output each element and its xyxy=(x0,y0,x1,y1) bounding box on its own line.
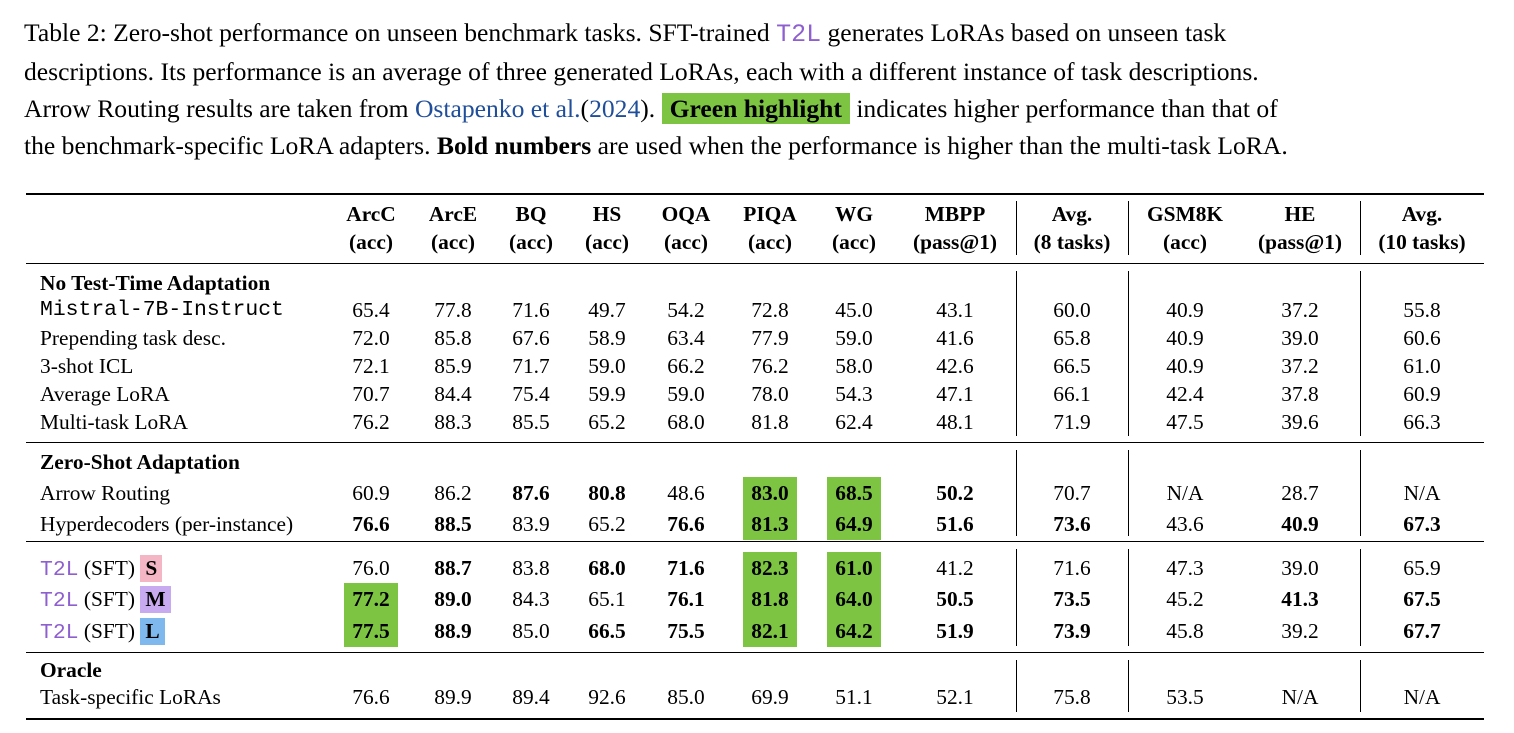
table-cell: 61.0 xyxy=(835,556,873,580)
table-cell: 73.6 xyxy=(1053,512,1091,536)
table-cell: 43.1 xyxy=(936,298,974,322)
table-cell: 73.5 xyxy=(1053,587,1091,611)
column-separator xyxy=(1360,271,1361,436)
table-cell: 45.2 xyxy=(1166,587,1204,611)
column-header xyxy=(416,200,490,256)
table-cell: 54.2 xyxy=(667,298,705,322)
column-header-name: PIQA xyxy=(743,202,797,226)
column-header xyxy=(496,200,566,256)
caption-line4-end: are used when the performance is higher than the multi-task LoRA. xyxy=(597,131,1288,160)
column-header-name: WG xyxy=(834,202,874,226)
column-separator xyxy=(1016,271,1017,436)
table-cell: 48.6 xyxy=(667,481,705,505)
table-cell: 72.1 xyxy=(352,354,390,378)
citation-author-link[interactable]: Ostapenko et al. xyxy=(414,94,581,123)
table-row-label: 3-shot ICL xyxy=(40,354,134,378)
table-cell: 59.0 xyxy=(835,326,873,350)
table-cell: 89.0 xyxy=(434,587,472,611)
table-cell: 39.0 xyxy=(1281,556,1319,580)
table-cell: 58.9 xyxy=(588,326,626,350)
column-header-metric: (acc) xyxy=(748,230,792,254)
caption-line-3 xyxy=(24,90,1494,127)
table-rule xyxy=(26,652,1484,653)
table-cell: 88.9 xyxy=(434,619,472,643)
section-heading: Zero-Shot Adaptation xyxy=(40,450,240,474)
table-cell: 50.5 xyxy=(936,587,974,611)
column-header-metric: (acc) xyxy=(664,230,708,254)
column-header-metric: (acc) xyxy=(832,230,876,254)
table-cell: 82.1 xyxy=(751,619,789,643)
table-cell: 62.4 xyxy=(835,410,873,434)
table-cell: 78.0 xyxy=(751,382,789,406)
column-header xyxy=(817,200,891,256)
caption-line-4 xyxy=(24,127,1494,164)
table-cell: 65.9 xyxy=(1403,556,1441,580)
model-size-badge: L xyxy=(140,618,164,645)
table-rule xyxy=(26,718,1484,720)
table-cell: 85.9 xyxy=(434,354,472,378)
column-separator xyxy=(1128,549,1129,646)
table-cell: 51.9 xyxy=(936,619,974,643)
table-cell: 41.2 xyxy=(936,556,974,580)
row-label-suffix: (SFT) xyxy=(83,556,135,580)
table-cell: 85.5 xyxy=(512,410,550,434)
table-cell: 71.9 xyxy=(1053,410,1091,434)
caption-line1-end: generates LoRAs based on unseen task xyxy=(827,18,1227,47)
caption-lead: Table 2: Zero-shot performance on unseen benchmark tasks. SFT-trained xyxy=(24,18,770,47)
column-header xyxy=(1133,200,1237,256)
column-separator xyxy=(1128,660,1129,712)
table-cell: 77.2 xyxy=(352,587,390,611)
column-header-name: OQA xyxy=(661,202,711,226)
table-cell: 66.3 xyxy=(1403,410,1441,434)
column-header-metric: (acc) xyxy=(1163,230,1207,254)
table-cell: 67.6 xyxy=(512,326,550,350)
caption-line3-start: Arrow Routing results are taken from xyxy=(24,94,409,123)
table-cell: 65.4 xyxy=(352,298,390,322)
column-separator xyxy=(1360,450,1361,536)
table-cell: 76.2 xyxy=(352,410,390,434)
table-cell: 42.6 xyxy=(936,354,974,378)
table-cell: 71.6 xyxy=(1053,556,1091,580)
row-label-suffix: (SFT) xyxy=(83,587,135,611)
table-row-label: Average LoRA xyxy=(40,382,170,406)
table-cell: 65.1 xyxy=(588,587,626,611)
table-cell: 86.2 xyxy=(434,481,472,505)
table-cell: 41.3 xyxy=(1281,587,1319,611)
citation-year-link[interactable]: 2024 xyxy=(589,94,641,123)
table-row-label: Task-specific LoRAs xyxy=(40,685,221,709)
column-separator xyxy=(1128,271,1129,436)
table-cell: 41.6 xyxy=(936,326,974,350)
bold-numbers-legend: Bold numbers xyxy=(436,131,592,160)
table-cell: 59.0 xyxy=(588,354,626,378)
row-label-suffix: (SFT) xyxy=(83,619,135,643)
column-header xyxy=(1367,200,1477,256)
table-cell: N/A xyxy=(1403,685,1441,709)
table-cell: 65.2 xyxy=(588,410,626,434)
table-cell: 85.8 xyxy=(434,326,472,350)
table-cell: 76.6 xyxy=(667,512,705,536)
t2l-row-l-label xyxy=(40,618,165,646)
table-row-label: Multi-task LoRA xyxy=(40,410,188,434)
model-name: T2L xyxy=(40,558,79,582)
table-cell: 68.0 xyxy=(588,556,626,580)
table-cell: 75.5 xyxy=(667,619,705,643)
table-cell: 49.7 xyxy=(588,298,626,322)
table-cell: 59.0 xyxy=(667,382,705,406)
table-cell: 72.8 xyxy=(751,298,789,322)
table-cell: 66.1 xyxy=(1053,382,1091,406)
table-cell: 60.6 xyxy=(1403,326,1441,350)
table-cell: 65.2 xyxy=(588,512,626,536)
column-header-metric: (acc) xyxy=(585,230,629,254)
table-cell: 89.9 xyxy=(434,685,472,709)
table-cell: 68.0 xyxy=(667,410,705,434)
table-rule xyxy=(26,541,1484,542)
table-cell: 83.0 xyxy=(751,481,789,505)
table-cell: 76.1 xyxy=(667,587,705,611)
column-header-name: HS xyxy=(592,202,622,226)
table-cell: 67.5 xyxy=(1403,587,1441,611)
column-header xyxy=(1020,200,1124,256)
table-cell: 64.0 xyxy=(835,587,873,611)
section-heading: Oracle xyxy=(40,658,102,682)
table-row-label: Prepending task desc. xyxy=(40,326,226,350)
column-header xyxy=(649,200,723,256)
table-cell: 77.8 xyxy=(434,298,472,322)
table-cell: 88.5 xyxy=(434,512,472,536)
table-cell: 51.1 xyxy=(835,685,873,709)
column-separator xyxy=(1016,201,1017,255)
table-cell: 71.6 xyxy=(512,298,550,322)
table-cell: 39.6 xyxy=(1281,410,1319,434)
table-cell: 71.6 xyxy=(667,556,705,580)
table-cell: 37.8 xyxy=(1281,382,1319,406)
table-cell: 77.5 xyxy=(352,619,390,643)
table-cell: 76.0 xyxy=(352,556,390,580)
t2l-row-m-label xyxy=(40,586,171,614)
table-cell: 66.5 xyxy=(588,619,626,643)
column-header-name: Avg. xyxy=(1051,202,1093,226)
table-rule xyxy=(26,193,1484,195)
table-cell: 80.8 xyxy=(588,481,626,505)
model-size-badge: S xyxy=(140,555,162,582)
model-size-badge: M xyxy=(140,586,170,613)
caption-line3-end: indicates higher performance than that of xyxy=(856,94,1278,123)
citation-paren-open: ( xyxy=(580,94,590,123)
table-cell: 76.6 xyxy=(352,512,390,536)
table-cell: 40.9 xyxy=(1281,512,1319,536)
table-cell: 83.8 xyxy=(512,556,550,580)
column-header-metric: (10 tasks) xyxy=(1378,230,1466,254)
table-cell: 75.8 xyxy=(1053,685,1091,709)
section-heading: No Test-Time Adaptation xyxy=(40,271,271,295)
table-cell: 72.0 xyxy=(352,326,390,350)
table-rule xyxy=(26,442,1484,443)
table-cell: 60.9 xyxy=(352,481,390,505)
table-caption xyxy=(24,14,1494,164)
column-separator xyxy=(1360,660,1361,712)
column-separator xyxy=(1016,450,1017,536)
table-cell: 71.7 xyxy=(512,354,550,378)
column-header-name: BQ xyxy=(515,202,547,226)
citation-paren-close: ). xyxy=(640,94,656,123)
caption-line-2: descriptions. Its performance is an average of three generated LoRAs, each with a different instance of task descriptions. xyxy=(24,57,1259,86)
table-cell: 55.8 xyxy=(1403,298,1441,322)
table-cell: 37.2 xyxy=(1281,354,1319,378)
table-cell: 45.8 xyxy=(1166,619,1204,643)
table-cell: 68.5 xyxy=(835,481,873,505)
table-cell: 42.4 xyxy=(1166,382,1204,406)
table-cell: 88.3 xyxy=(434,410,472,434)
table-cell: 75.4 xyxy=(512,382,550,406)
model-name: T2L xyxy=(40,621,79,645)
table-cell: 87.6 xyxy=(512,481,550,505)
table-cell: 69.9 xyxy=(751,685,789,709)
table-cell: 85.0 xyxy=(667,685,705,709)
column-separator xyxy=(1016,549,1017,646)
column-header-metric: (8 tasks) xyxy=(1033,230,1111,254)
column-header-name: ArcC xyxy=(346,202,396,226)
table-cell: 81.8 xyxy=(751,587,789,611)
table-cell: 47.3 xyxy=(1166,556,1204,580)
table-cell: 73.9 xyxy=(1053,619,1091,643)
column-separator xyxy=(1360,549,1361,646)
column-header xyxy=(900,200,1010,256)
column-header-metric: (acc) xyxy=(431,230,475,254)
table-row-label: Arrow Routing xyxy=(40,481,171,505)
table-cell: 66.2 xyxy=(667,354,705,378)
table-cell: 81.8 xyxy=(751,410,789,434)
table-cell: 67.7 xyxy=(1403,619,1441,643)
column-header-name: Avg. xyxy=(1401,202,1443,226)
table-cell: 81.3 xyxy=(751,512,789,536)
caption-model-name: T2L xyxy=(776,20,822,49)
table-cell: 76.2 xyxy=(751,354,789,378)
table-cell: 61.0 xyxy=(1403,354,1441,378)
table-rule xyxy=(26,263,1484,264)
table-cell: 52.1 xyxy=(936,685,974,709)
table-cell: 64.2 xyxy=(835,619,873,643)
column-header-name: ArcE xyxy=(428,202,478,226)
column-header xyxy=(730,200,810,256)
column-header xyxy=(570,200,644,256)
table-cell: 58.0 xyxy=(835,354,873,378)
table-cell: 39.2 xyxy=(1281,619,1319,643)
table-cell: 40.9 xyxy=(1166,298,1204,322)
table-cell: 54.3 xyxy=(835,382,873,406)
table-cell: 39.0 xyxy=(1281,326,1319,350)
table-cell: 59.9 xyxy=(588,382,626,406)
table-cell: N/A xyxy=(1281,685,1319,709)
table-cell: 50.2 xyxy=(936,481,974,505)
column-separator xyxy=(1360,201,1361,255)
table-cell: 76.6 xyxy=(352,685,390,709)
table-cell: 45.0 xyxy=(835,298,873,322)
column-separator xyxy=(1128,201,1129,255)
table-cell: 40.9 xyxy=(1166,354,1204,378)
table-cell: 40.9 xyxy=(1166,326,1204,350)
table-cell: 47.5 xyxy=(1166,410,1204,434)
table-cell: 66.5 xyxy=(1053,354,1091,378)
table-cell: 60.9 xyxy=(1403,382,1441,406)
green-highlight-legend: Green highlight xyxy=(662,93,850,124)
table-cell: 65.8 xyxy=(1053,326,1091,350)
column-separator xyxy=(1128,450,1129,536)
table-cell: 89.4 xyxy=(512,685,550,709)
table-cell: 70.7 xyxy=(1053,481,1091,505)
table-cell: N/A xyxy=(1403,481,1441,505)
table-cell: 60.0 xyxy=(1053,298,1091,322)
table-cell: 43.6 xyxy=(1166,512,1204,536)
column-header-metric: (acc) xyxy=(509,230,553,254)
table-row-label: Hyperdecoders (per-instance) xyxy=(40,512,294,536)
table-cell: 64.9 xyxy=(835,512,873,536)
column-header-metric: (pass@1) xyxy=(912,230,998,254)
table-cell: 37.2 xyxy=(1281,298,1319,322)
t2l-row-s-label xyxy=(40,555,162,583)
table-cell: 82.3 xyxy=(751,556,789,580)
caption-line4-start: the benchmark-specific LoRA adapters. xyxy=(24,131,431,160)
table-cell: 51.6 xyxy=(936,512,974,536)
column-separator xyxy=(1016,660,1017,712)
column-header-name: MBPP xyxy=(924,202,986,226)
column-header xyxy=(1245,200,1355,256)
column-header xyxy=(334,200,408,256)
table-cell: 88.7 xyxy=(434,556,472,580)
model-name: T2L xyxy=(40,589,79,613)
column-header-metric: (pass@1) xyxy=(1257,230,1343,254)
table-cell: 83.9 xyxy=(512,512,550,536)
column-header-metric: (acc) xyxy=(349,230,393,254)
table-cell: N/A xyxy=(1166,481,1204,505)
table-cell: 48.1 xyxy=(936,410,974,434)
table-cell: 63.4 xyxy=(667,326,705,350)
table-cell: 47.1 xyxy=(936,382,974,406)
column-header-name: HE xyxy=(1284,202,1316,226)
table-cell: 85.0 xyxy=(512,619,550,643)
column-header-name: GSM8K xyxy=(1146,202,1224,226)
table-cell: 67.3 xyxy=(1403,512,1441,536)
caption-line-1 xyxy=(24,14,1494,53)
table-cell: 70.7 xyxy=(352,382,390,406)
table-cell: 28.7 xyxy=(1281,481,1319,505)
table-cell: 84.3 xyxy=(512,587,550,611)
table-cell: 92.6 xyxy=(588,685,626,709)
table-cell: 77.9 xyxy=(751,326,789,350)
table-cell: 53.5 xyxy=(1166,685,1204,709)
table-row-label: Mistral-7B-Instruct xyxy=(40,298,284,322)
table-cell: 84.4 xyxy=(434,382,472,406)
